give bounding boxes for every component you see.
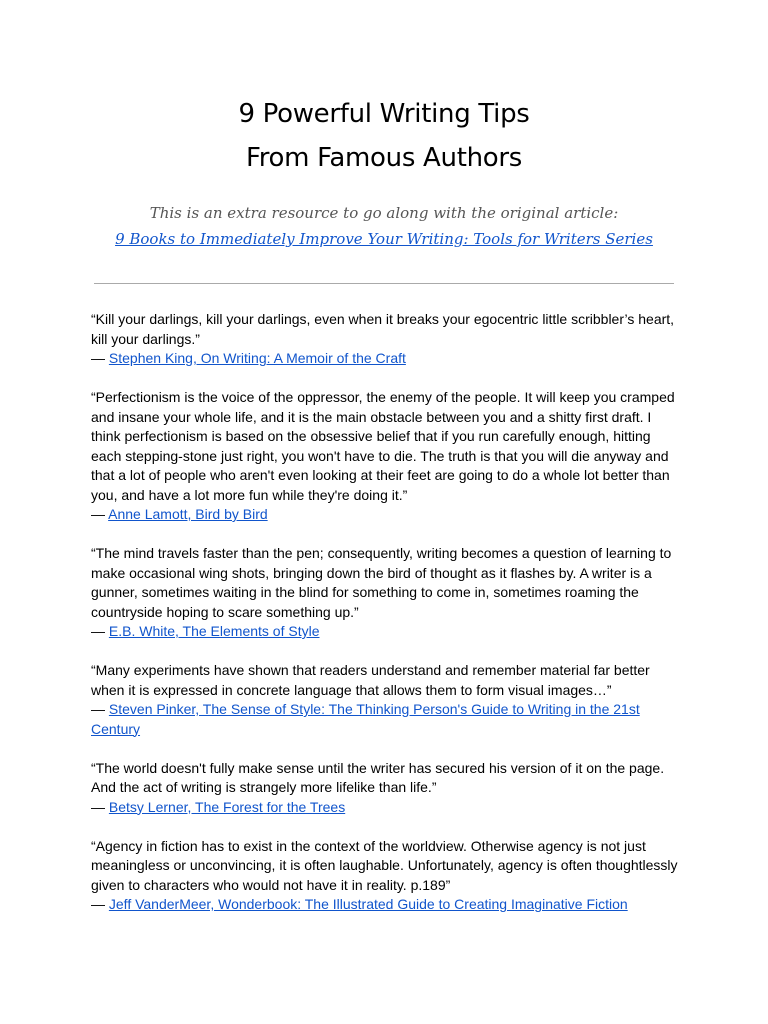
quote-attribution: [91, 700, 681, 739]
attribution-dash: —: [91, 798, 105, 815]
page-title: [0, 92, 768, 180]
quote-text: “The mind travels faster than the pen; consequently, writing becomes a question of learning to make occasional wing shots, bringing down the bird of thought as it flashes by. A writer is a gunner, sometimes waiting in the blind for something to come in, sometimes roaming the countryside hoping to scare something up.”: [91, 545, 672, 620]
quote-text: “The world doesn't fully make sense until the writer has secured his version of it on the page. And the act of writing is strangely more lifelike than life.”: [91, 759, 665, 795]
quote-text: “Kill your darlings, kill your darlings, even when it breaks your egocentric little scribbler’s heart, kill your darlings.”: [91, 311, 675, 347]
quote-item-4: [91, 661, 681, 739]
quote-text: “Many experiments have shown that readers understand and remember material far better when it is expressed in concrete language that allows them to form visual images…”: [91, 662, 650, 698]
quote-attribution: [91, 798, 681, 818]
subtitle: This is an extra resource to go along with the original article:: [149, 204, 619, 222]
source-link-steven-pinker[interactable]: Steven Pinker, The Sense of Style: The Thinking Person's Guide to Writing in the 21st Century: [91, 701, 640, 737]
source-link-betsy-lerner[interactable]: Betsy Lerner, The Forest for the Trees: [108, 798, 346, 815]
source-link-anne-lamott[interactable]: Anne Lamott, Bird by Bird: [108, 506, 268, 522]
quote-item-3: [91, 544, 681, 642]
attribution-dash: —: [91, 896, 105, 912]
attribution-dash: —: [91, 506, 105, 522]
quote-text: “Perfectionism is the voice of the oppressor, the enemy of the people. It will keep you cramped and insane your whole life, and it is the main obstacle between you and a shitty first draft. I think perfectionism is based on the obsessive belief that if you run carefully enough, hitting each stepping-stone just right, you won't have to die. The truth is that you will die anyway and that a lot of people who aren't even looking at their feet are going to do a whole lot better than you, and have a lot more fun while they're doing it.”: [91, 389, 675, 503]
horizontal-divider: [94, 283, 674, 284]
source-link-jeff-vandermeer[interactable]: Jeff VanderMeer, Wonderbook: The Illustrated Guide to Creating Imaginative Fiction: [108, 896, 628, 912]
original-article-link[interactable]: 9 Books to Immediately Improve Your Writing: Tools for Writers Series: [115, 230, 653, 248]
title-line-1: 9 Powerful Writing Tips: [238, 99, 530, 129]
quote-attribution: [91, 349, 681, 369]
source-link-eb-white[interactable]: E.B. White, The Elements of Style: [108, 623, 320, 639]
title-line-2: From Famous Authors: [245, 143, 523, 173]
quote-list: [91, 310, 681, 934]
attribution-dash: —: [91, 623, 105, 639]
quote-attribution: [91, 622, 681, 642]
source-link-stephen-king[interactable]: Stephen King, On Writing: A Memoir of the Craft: [108, 350, 406, 366]
article-link-line: [0, 226, 768, 252]
quote-attribution: [91, 505, 681, 525]
quote-item-1: [91, 310, 681, 369]
quote-text: “Agency in fiction has to exist in the context of the worldview. Otherwise agency is not just meaningless or unconvincing, it is often laughable. Unfortunately, agency is often thoughtlessly given to characters who would not have it in reality. p.189”: [91, 837, 678, 893]
quote-item-5: [91, 759, 681, 818]
quote-attribution: [91, 895, 681, 915]
quote-item-6: [91, 837, 681, 915]
attribution-dash: —: [91, 701, 105, 717]
quote-item-2: [91, 388, 681, 525]
attribution-dash: —: [91, 350, 105, 366]
